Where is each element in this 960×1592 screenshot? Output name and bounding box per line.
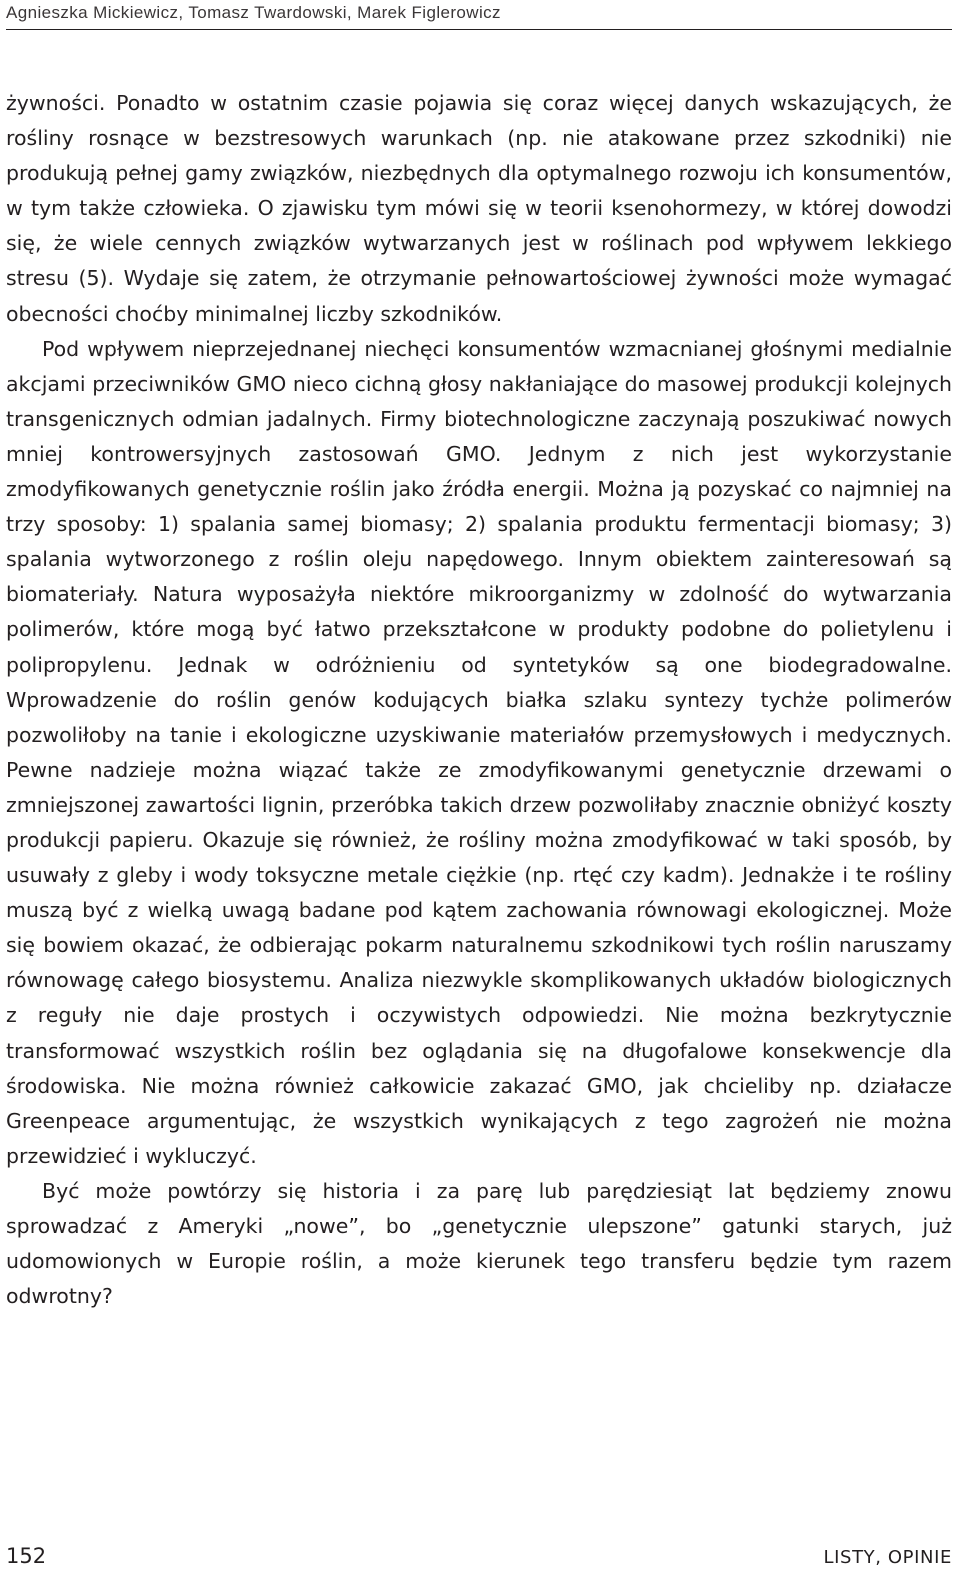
section-label: LISTY, OPINIE [823,1547,952,1568]
paragraph-continuation: żywności. Ponadto w ostatnim czasie pojawia się coraz więcej danych wskazujących, że rośliny rosnące w bezstresowych warunkach (np. nie atakowane przez szkodniki) nie produkują pełnej gamy związków, niezbędnych dla optymalnego rozwoju ich konsumentów, w tym także człowieka. O zjawisku tym mówi się w teorii ksenohormezy, w której dowodzi się, że wiele cennych związków wytwarzanych jest w roślinach pod wpływem lekkiego stresu (5). Wydaje się zatem, że otrzymanie pełnowartościowej żywności może wymagać obecności choćby minimalnej liczby szkodników. [6,91,952,326]
running-head-authors: Agnieszka Mickiewicz, Tomasz Twardowski, Marek Figlerowicz [6,2,952,30]
article-body [6,86,952,1314]
page-number: 152 [6,1544,47,1568]
paragraph-gmo-applications: Pod wpływem nieprzejednanej niechęci konsumentów wzmacnianej głośnymi medialnie akcjami przeciwników GMO nieco cichną głosy nakłaniające do masowej produkcji kolejnych transgenicznych odmian jadalnych. Firmy biotechnologiczne zaczynają poszukiwać nowych mniej kontrowersyjnych zastosowań GMO. Jednym z nich jest wykorzystanie zmodyfikowanych genetycznie roślin jako źródła energii. Można ją pozyskać co najmniej na trzy sposoby: 1) spalania samej biomasy; 2) spalania produktu fermentacji biomasy; 3) spalania wytworzonego z roślin oleju napędowego. Innym obiektem zainteresowań są biomateriały. Natura wyposażyła niektóre mikroorganizmy w zdolność do wytwarzania polimerów, które mogą być łatwo przekształcone w produkty podobne do polietylenu i polipropylenu. Jednak w odróżnieniu od syntetyków są one biodegradowalne. Wprowadzenie do roślin genów kodujących białka szlaku syntezy tychże polimerów pozwoliłoby na tanie i ekologiczne uzyskiwanie materiałów przemysłowych i medycznych. Pewne nadzieje można wiązać także ze zmodyfikowanymi genetycznie drzewami o zmniejszonej zawartości lignin, przeróbka takich drzew pozwoliłaby znacznie obniżyć koszty produkcji papieru. Okazuje się również, że rośliny można zmodyfikować w taki sposób, by usuwały z gleby i wody toksyczne metale ciężkie (np. rtęć czy kadm). Jednakże i te rośliny muszą być z wielką uwagą badane pod kątem zachowania równowagi ekologicznej. Może się bowiem okazać, że odbierając pokarm naturalnemu szkodnikowi tych roślin naruszamy równowagę całego biosystemu. Analiza niezwykle skomplikowanych układów biologicznych z reguły nie daje prostych i oczywistych odpowiedzi. Nie można bezkrytycznie transformować wszystkich roślin bez oglądania się na długofalowe konsekwencje dla środowiska. Nie można również całkowicie zakazać GMO, jak chcieliby np. działacze Greenpeace argumentując, że wszystkich wynikających z tego zagrożeń nie można przewidzieć i wykluczyć. [6,336,952,1168]
paragraph-conclusion: Być może powtórzy się historia i za parę lub parędziesiąt lat będziemy znowu sprowadzać z Ameryki „nowe”, bo „genetycznie ulepszone” gatunki starych, już udomowionych w Europie roślin, a może kierunek tego transferu będzie tym razem odwrotny? [6,1178,952,1309]
